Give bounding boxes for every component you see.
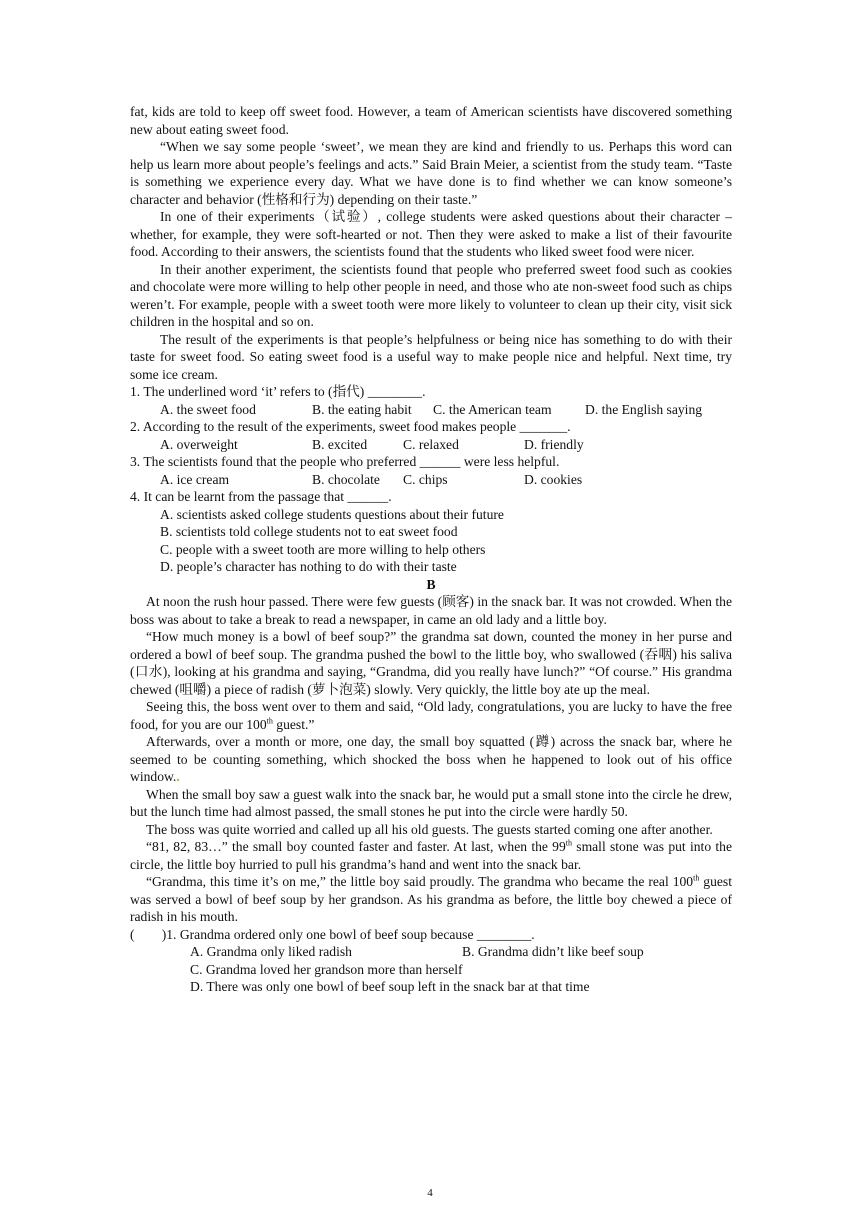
question-stem: 3. The scientists found that the people who preferred ______ were less helpful.: [130, 454, 560, 469]
superscript: th: [565, 838, 573, 848]
passage-b-paragraph: [130, 838, 732, 873]
question-stem: 1. The underlined word ‘it’ refers to (指代) ________.: [130, 384, 426, 399]
option: A. overweight: [160, 436, 238, 452]
question-stem: 4. It can be learnt from the passage that ______.: [130, 489, 392, 504]
passage-b-paragraph: [130, 873, 732, 926]
question-options: [160, 401, 732, 419]
passage-b-paragraph: [130, 698, 732, 733]
question-options: [160, 436, 732, 454]
text-run: “81, 82, 83…” the small boy counted faster and faster. At last, when the 99: [146, 839, 566, 854]
option: C. Grandma loved her grandson more than herself: [190, 961, 463, 977]
highlight-dot: .: [176, 769, 180, 784]
option: B. the eating habit: [312, 401, 412, 417]
text-run: guest.”: [272, 716, 315, 732]
text-run: guest was served a bowl of beef soup by her grandson. As his grandma as before, the little boy chewed a piece of radish in his mouth.: [130, 874, 733, 924]
option: B. scientists told college students not to eat sweet food: [160, 524, 458, 539]
option: A. ice cream: [160, 471, 230, 487]
text-run: small stone was put into the circle, the little boy hurried to pull his grandma’s hand and went into the snack bar.: [130, 839, 732, 872]
option: B. Grandma didn’t like beef soup: [462, 944, 644, 959]
superscript: th: [693, 873, 700, 883]
passage-b-paragraph: The boss was quite worried and called up all his old guests. The guests started coming one after another.: [146, 821, 713, 837]
passage-a-paragraph: In one of their experiments（试验）, college students were asked questions about their character – whether, for example, they were soft-hearted or not. Then they were asked to make a list of their favourite food. According to their answers, the scientists found that the students who liked sweet food were nicer.: [130, 209, 732, 259]
option: D. There was only one bowl of beef soup left in the snack bar at that time: [190, 979, 590, 994]
text-run: Seeing this, the boss went over to them and said, “Old lady, congratulations, you are lucky to have the free food, for you are our 100: [130, 699, 732, 732]
option: A. the sweet food: [160, 401, 256, 417]
question-options: [160, 471, 732, 489]
option: C. people with a sweet tooth are more willing to help others: [160, 541, 486, 557]
passage-a-paragraph: In their another experiment, the scientists found that people who preferred sweet food such as cookies and chocolate were more willing to help other people in need, and those who ate non-sweet food such as chips weren’t. For example, people with a sweet tooth were more likely to volunteer to clean up their city, visit sick children in the hospital and so on.: [130, 261, 732, 329]
passage-b-paragraph: [130, 733, 732, 786]
option: D. friendly: [524, 436, 584, 452]
text-run: Afterwards, over a month or more, one day, the small boy squatted (蹲) across the snack bar, where he seemed to be counting something, which shocked the boss when he happened to look out of his office window.: [130, 734, 732, 784]
passage-a-paragraph: “When we say some people ‘sweet’, we mean they are kind and friendly to us. Perhaps this word can help us learn more about people’s feelings and acts.” Said Brain Meier, a scientist from the study team. “Taste is something we experience every day. What we have done is to find whether we can know someone’s character and behavior (性格和行为) depending on their taste.”: [130, 139, 732, 207]
passage-a-paragraph: The result of the experiments is that people’s helpfulness or being nice has something to do with their taste for sweet food. So eating sweet food is a useful way to make people nice and helpful. Next time, try some ice cream.: [130, 331, 732, 382]
question-stem: ( )1. Grandma ordered only one bowl of beef soup because ________.: [130, 926, 535, 942]
option: B. chocolate: [312, 471, 380, 487]
option: D. the English saying: [585, 401, 703, 417]
option: B. excited: [312, 436, 368, 452]
passage-b-paragraph: When the small boy saw a guest walk into the snack bar, he would put a small stone into the circle he drew, but the lunch time had almost passed, the small stones he put into the circle were hardly 50.: [130, 786, 732, 819]
option: A. scientists asked college students questions about their future: [160, 506, 504, 522]
question-options: [190, 943, 732, 961]
option: A. Grandma only liked radish: [190, 944, 352, 959]
question-stem: 2. According to the result of the experiments, sweet food makes people _______.: [130, 419, 571, 434]
option: C. the American team: [433, 401, 552, 417]
text-run: “Grandma, this time it’s on me,” the little boy said proudly. The grandma who became the real 100: [146, 874, 694, 889]
document-body: [130, 103, 732, 996]
page-number: 4: [427, 1187, 433, 1199]
passage-b-paragraph: “How much money is a bowl of beef soup?” the grandma sat down, counted the money in her purse and ordered a bowl of beef soup. The grandma pushed the bowl to the little boy, who swallowed (吞咽) his saliva (口水), looking at his grandma and saying, “Grandma, did you really have lunch?” “Of course.” His grandma chewed (咀嚼) a piece of radish (萝卜泡菜) slowly. Very quickly, the little boy ate up the meal.: [130, 629, 732, 697]
section-heading: B: [426, 576, 436, 592]
option: C. chips: [403, 471, 448, 487]
option: D. cookies: [524, 471, 583, 487]
option: C. relaxed: [403, 436, 459, 452]
passage-a-paragraph: fat, kids are told to keep off sweet food. However, a team of American scientists have discovered something new about eating sweet food.: [130, 104, 732, 137]
option: D. people’s character has nothing to do with their taste: [160, 559, 457, 574]
passage-b-paragraph: At noon the rush hour passed. There were few guests (顾客) in the snack bar. It was not crowded. When the boss was about to take a break to read a newspaper, in came an old lady and a little boy.: [130, 594, 732, 627]
superscript: th: [266, 715, 273, 725]
